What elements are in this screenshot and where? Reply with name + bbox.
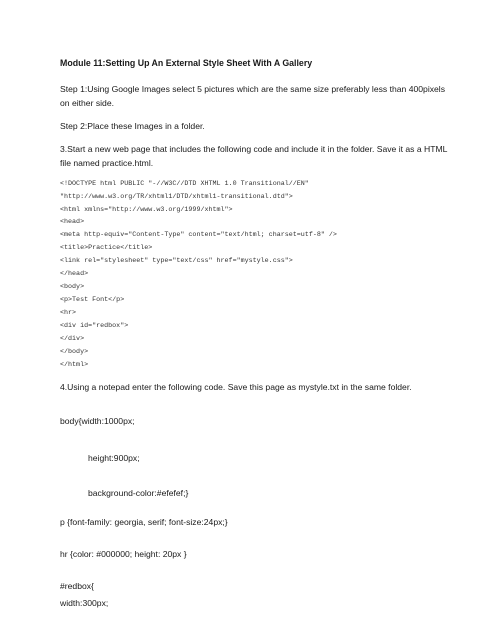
code-line: <meta http-equiv="Content-Type" content="text/html; charset=utf-8" /> [60, 231, 337, 239]
code-line: </head> [60, 270, 89, 278]
code-line: <head> [60, 218, 85, 226]
step1-line2: on either side. [60, 98, 114, 108]
code-line: <title>Practice</title> [60, 244, 153, 252]
code-line: <p>Test Font</p> [60, 296, 125, 304]
page-title: Module 11:Setting Up An External Style Sheet With A Gallery [60, 58, 313, 68]
code-line: <!DOCTYPE html PUBLIC "-//W3C//DTD XHTML 1.0 Transitional//EN" [60, 180, 309, 188]
code-line: <html xmlns="http://www.w3.org/1999/xhtml"> [60, 206, 233, 214]
step3-line2: file named practice.html. [60, 158, 154, 168]
step1-line1: Step 1:Using Google Images select 5 pictures which are the same size preferably less than 400pixels [60, 84, 446, 94]
css-background-line: background-color:#efefef;} [88, 488, 189, 498]
css-width-line: width:300px; [60, 598, 109, 608]
code-line: "http://www.w3.org/TR/xhtml1/DTD/xhtml1-transitional.dtd"> [60, 193, 293, 201]
code-line: </div> [60, 335, 85, 343]
css-body-line: body{width:1000px; [60, 416, 135, 426]
step3-line1: 3.Start a new web page that includes the following code and include it in the folder. Save it as a HTML [60, 144, 448, 154]
code-line: </body> [60, 348, 89, 356]
css-hr-line: hr {color: #000000; height: 20px } [60, 549, 187, 559]
css-p-line: p {font-family: georgia, serif; font-size:24px;} [60, 517, 228, 527]
code-line: </html> [60, 361, 89, 369]
step2-text: Step 2:Place these Images in a folder. [60, 121, 205, 131]
css-height-line: height:900px; [88, 453, 140, 463]
code-line: <div id="redbox"> [60, 322, 129, 330]
code-line: <link rel="stylesheet" type="text/css" href="mystyle.css"> [60, 257, 293, 265]
css-redbox-line: #redbox{ [60, 581, 94, 591]
code-line: <body> [60, 283, 85, 291]
step4-text: 4.Using a notepad enter the following code. Save this page as mystyle.txt in the same folder. [60, 382, 412, 392]
code-line: <hr> [60, 309, 77, 317]
